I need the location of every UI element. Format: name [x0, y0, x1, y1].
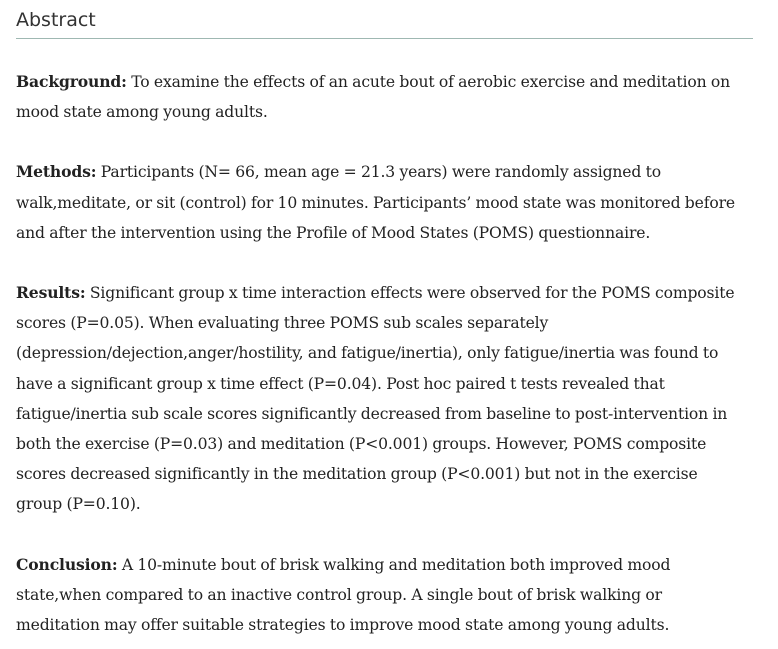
- methods-text: and after the intervention using the Profile of Mood States (POMS) questionnaire.: [16, 223, 651, 242]
- abstract-container: [16, 8, 753, 640]
- text-line: [16, 67, 753, 97]
- results-text: both the exercise (P=0.03) and meditation (P<0.001) groups. However, POMS composite: [16, 435, 707, 454]
- methods-text: Participants (N= 66, mean age = 21.3 years) were randomly assigned to: [96, 163, 661, 182]
- results-label: Results:: [16, 283, 86, 303]
- conclusion-label: Conclusion:: [16, 554, 118, 574]
- methods-label: Methods:: [16, 162, 97, 182]
- results-text: group (P=0.10).: [16, 495, 141, 514]
- results-text: Significant group x time interaction effects were observed for the POMS composite: [85, 284, 735, 303]
- background-text: mood state among young adults.: [16, 103, 268, 122]
- background-text: To examine the effects of an acute bout of aerobic exercise and meditation on: [126, 73, 730, 91]
- methods-text: walk,meditate, or sit (control) for 10 minutes. Participants’ mood state was monitored before: [16, 193, 735, 212]
- methods-paragraph: [16, 157, 753, 248]
- text-line: [16, 550, 753, 580]
- conclusion-paragraph: [16, 550, 753, 641]
- results-text: fatigue/inertia sub scale scores significantly decreased from baseline to post-intervention in: [16, 404, 728, 423]
- results-text: have a significant group x time effect (P=0.04). Post hoc paired t tests revealed that: [16, 374, 665, 393]
- background-label: Background:: [16, 72, 127, 91]
- text-line: [16, 157, 753, 187]
- conclusion-text: A 10-minute bout of brisk walking and meditation both improved mood: [117, 555, 671, 574]
- heading-divider: [16, 38, 753, 39]
- conclusion-text: state,when compared to an inactive control group. A single bout of brisk walking or: [16, 585, 662, 604]
- text-line: [16, 278, 753, 308]
- results-text: scores decreased significantly in the meditation group (P<0.001) but not in the exercise: [16, 465, 698, 484]
- conclusion-text: meditation may offer suitable strategies to improve mood state among young adults.: [16, 616, 670, 635]
- abstract-heading: Abstract: [16, 9, 96, 31]
- results-text: (depression/dejection,anger/hostility, and fatigue/inertia), only fatigue/inertia was found to: [16, 344, 719, 363]
- results-paragraph: [16, 278, 753, 520]
- background-paragraph: [16, 67, 753, 127]
- results-text: scores (P=0.05). When evaluating three POMS sub scales separately: [16, 314, 549, 333]
